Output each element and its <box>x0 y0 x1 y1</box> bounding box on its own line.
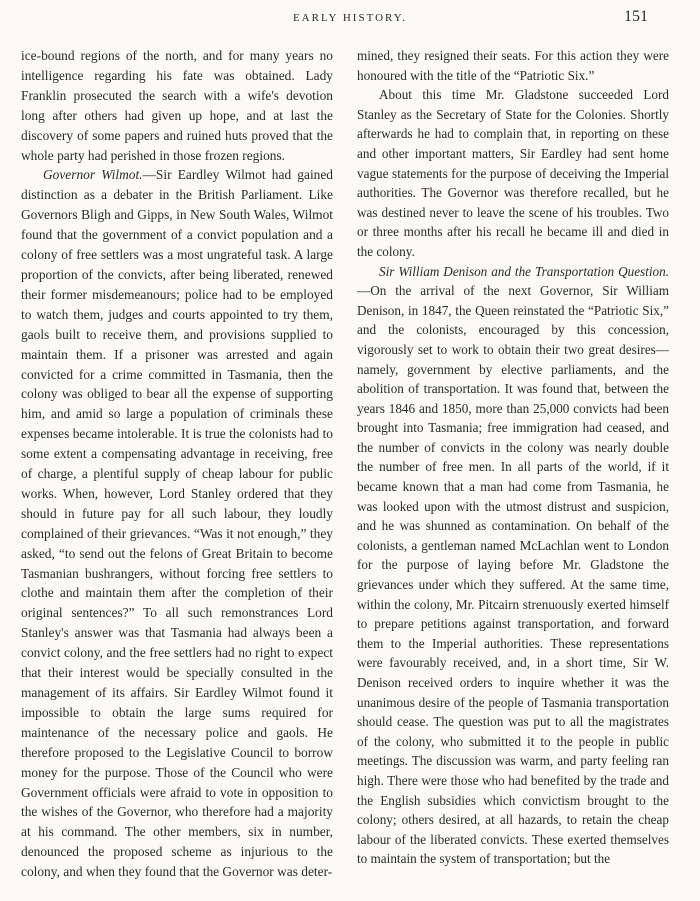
paragraph-denison <box>357 262 669 869</box>
page-header <box>0 8 700 32</box>
paragraph-text: —Sir Eardley Wilmot had gained distinction as a debater in the British Parliament. Like Governors Bligh and Gipps, in New South Wales, Wilmot found that the government of a convict population and a colony of free settlers was a most ungrateful task. A large proportion of the convicts, after being liberated, renewed their former misdemeanours; police had to be employed to watch them, judges and courts appointed to try them, gaols built to receive them, and provisions supplied to maintain them. If a prisoner was arrested and again convicted for a crime committed in Tasmania, then the colony was obliged to bear all the expense of supporting him, and amid so large a population of criminals these expenses became intolerable. It is true the colonists had to some extent a compensating advantage in receiving, free of charge, a plentiful supply of cheap labour for public works. When, however, Lord Stanley ordered that they should in future pay for all such labour, they loudly complained of their grievances. “Was it not enough,” they asked, “to send out the felons of Great Britain to become Tasmanian bushrangers, without forcing free settlers to clothe and maintain them after the completion of their original sentences?” To all such remonstrances Lord Stanley's answer was that Tasmania had always been a convict colony, and the free settlers had no right to expect that their interest would be specially consulted in the management of its affairs. Sir Eardley Wilmot found it impossible to obtain the large sums required for maintenance of the necessary police and gaols. He therefore proposed to the Legislative Council to borrow money for the purpose. Those of the Council who were Government officials were afraid to vote in opposition to the wishes of the Governor, who therefore had a majority at his command. The other members, six in number, denounced the proposed scheme as injurious to the colony, and when they found that the Governor was deter- <box>21 167 333 880</box>
running-title: EARLY HISTORY. <box>292 12 408 24</box>
paragraph-patriotic-six: mined, they resigned their seats. For this action they were honoured with the title of the “Patriotic Six.” <box>357 48 669 83</box>
section-heading-governor-wilmot: Governor Wilmot. <box>43 167 143 183</box>
paragraph-governor-wilmot <box>21 165 333 882</box>
paragraph-gladstone: About this time Mr. Gladstone succeeded Lord Stanley as the Secretary of State for the Colonies. Shortly afterwards he had to complain that, in reporting on these and other important matters, Sir Eardley had sent home vague statements for the purpose of deceiving the Imperial authorities. The Governor was therefore recalled, but he was destined never to leave the scene of his troubles. Two or three months after his recall he became ill and died in the colony. <box>357 87 669 259</box>
paragraph-text: —On the arrival of the next Governor, Sir William Denison, in 1847, the Queen reinstated the “Patriotic Six,” and the colonists, encouraged by this concession, vigorously set to work to obtain their two great desires—namely, government by elective parliaments, and the abolition of transportation. It was found that, between the years 1846 and 1850, more than 25,000 convicts had been brought into Tasmania; free immigration had ceased, and the number of convicts in the colony was nearly double the number of free men. In all parts of the world, if it became known that a man had come from Tasmania, he was looked upon with the utmost distrust and suspicion, and he was shunned as contamination. On behalf of the colonists, a gentleman named McLachlan went to London for the purpose of laying before Mr. Gladstone the grievances under which they suffered. At the same time, within the colony, Mr. Pitcairn strenuously exerted himself to prepare petitions against transportation, and forward them to the Imperial authorities. These representations were favourably received, and, in a short time, Sir W. Denison received orders to inquire whether it was the unanimous desire of the people of Tasmania transportation should cease. The question was put to all the magistrates of the colony, who submitted it to the people in public meetings. The discussion was warm, and party feeling ran high. There were those who had benefited by the trade and the English subsidies which convictism brought to the colony; others desired, at all hazards, to retain the cheap labour of the liberated convicts. These exerted themselves to maintain the system of transportation; but the <box>357 283 669 867</box>
page-number: 151 <box>624 8 648 25</box>
paragraph-franklin: ice-bound regions of the north, and for many years no intelligence regarding his fate was obtained. Lady Franklin prosecuted the search with a wife's devotion long after others had given up hope, and at last the discovery of some papers and ruined huts proved that the whole party had perished in those frozen regions. <box>21 48 333 163</box>
section-heading-denison: Sir William Denison and the Transportation Question. <box>379 263 669 279</box>
left-column <box>21 46 333 882</box>
right-column <box>357 46 669 869</box>
